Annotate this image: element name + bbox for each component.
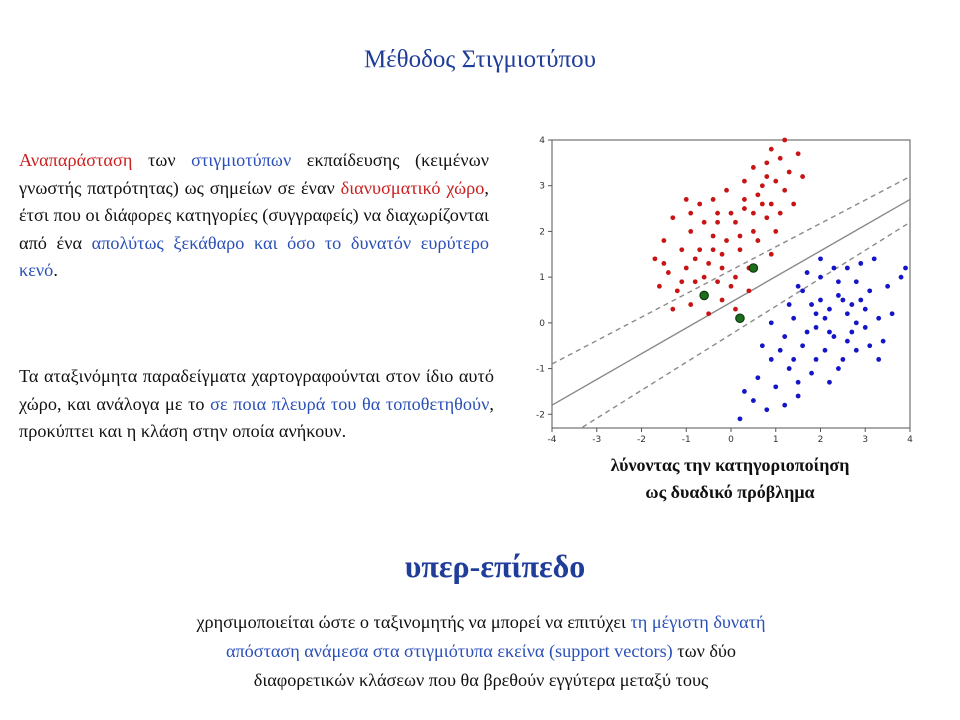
- class-red-point: [769, 147, 774, 152]
- class-red-point: [800, 174, 805, 179]
- class-blue-point: [832, 266, 837, 271]
- class-blue-point: [867, 288, 872, 293]
- caption-line-2: ως δυαδικό πρόβλημα: [645, 482, 815, 502]
- class-red-point: [733, 220, 738, 225]
- class-blue-point: [858, 298, 863, 303]
- class-blue-point: [849, 330, 854, 335]
- class-blue-point: [814, 325, 819, 330]
- class-blue-point: [823, 316, 828, 321]
- class-blue-point: [742, 389, 747, 394]
- class-red-point: [702, 220, 707, 225]
- class-blue-point: [854, 320, 859, 325]
- class-blue-point: [805, 270, 810, 275]
- class-red-point: [747, 288, 752, 293]
- class-blue-point: [903, 266, 908, 271]
- class-blue-point: [814, 357, 819, 362]
- class-red-point: [670, 307, 675, 312]
- class-blue-point: [854, 348, 859, 353]
- support-vectors-point: [736, 314, 744, 322]
- class-blue-point: [885, 284, 890, 289]
- class-red-point: [661, 238, 666, 243]
- class-blue-point: [854, 279, 859, 284]
- text-segment: τη μέγιστη δυνατή: [630, 612, 766, 632]
- x-tick-label: 2: [817, 435, 824, 445]
- class-blue-point: [814, 311, 819, 316]
- class-blue-point: [823, 348, 828, 353]
- class-blue-point: [899, 275, 904, 280]
- text-segment: απολύτως ξεκάθαρο και όσο το δυνατόν ευρύτερο κενό: [19, 232, 489, 280]
- class-red-point: [697, 247, 702, 252]
- class-blue-point: [858, 261, 863, 266]
- x-tick-label: 1: [772, 435, 779, 445]
- class-red-point: [769, 252, 774, 257]
- class-red-point: [769, 202, 774, 207]
- text-segment: Τα αταξινόμητα παραδείγματα χαρτογραφούνται στον ίδιο αυτό χώρο, και ανάλογα με το: [19, 366, 494, 414]
- class-red-point: [778, 156, 783, 161]
- class-blue-point: [840, 357, 845, 362]
- class-red-point: [724, 188, 729, 193]
- class-blue-point: [832, 334, 837, 339]
- description-line: [0, 666, 960, 695]
- text-segment: απόσταση ανάμεσα στα στιγμιότυπα εκείνα (support vectors): [225, 641, 673, 661]
- hyperplane-description: [0, 608, 960, 695]
- class-blue-point: [840, 298, 845, 303]
- class-blue-point: [800, 343, 805, 348]
- class-blue-point: [738, 416, 743, 421]
- class-blue-point: [876, 357, 881, 362]
- y-tick-label: 4: [539, 136, 545, 146]
- class-blue-point: [818, 275, 823, 280]
- class-red-point: [706, 311, 711, 316]
- class-red-point: [711, 247, 716, 252]
- class-red-point: [679, 247, 684, 252]
- class-red-point: [742, 179, 747, 184]
- class-blue-point: [764, 407, 769, 412]
- class-blue-point: [849, 302, 854, 307]
- class-blue-point: [755, 375, 760, 380]
- class-blue-point: [818, 256, 823, 261]
- description-line: [0, 637, 960, 666]
- class-red-point: [787, 170, 792, 175]
- class-red-point: [702, 275, 707, 280]
- class-blue-point: [760, 343, 765, 348]
- class-red-point: [684, 266, 689, 271]
- class-red-point: [711, 234, 716, 239]
- class-blue-point: [836, 366, 841, 371]
- class-red-point: [782, 188, 787, 193]
- class-blue-point: [881, 339, 886, 344]
- x-tick-label: -3: [592, 435, 602, 445]
- class-red-point: [697, 202, 702, 207]
- class-red-point: [782, 138, 787, 143]
- y-tick-label: 1: [539, 273, 545, 284]
- class-blue-point: [809, 371, 814, 376]
- class-red-point: [755, 192, 760, 197]
- class-red-point: [679, 279, 684, 284]
- class-blue-point: [867, 343, 872, 348]
- text-segment: σε ποια πλευρά του θα τοποθετηθούν: [210, 393, 490, 414]
- class-blue-point: [827, 307, 832, 312]
- class-red-point: [751, 229, 756, 234]
- class-blue-point: [836, 293, 841, 298]
- class-red-point: [724, 238, 729, 243]
- class-red-point: [653, 256, 658, 261]
- class-blue-point: [769, 357, 774, 362]
- class-blue-point: [787, 302, 792, 307]
- text-segment: Αναπαράσταση: [19, 150, 133, 170]
- support-vectors-point: [749, 264, 757, 272]
- text-segment: των δύο: [672, 641, 737, 661]
- class-red-point: [720, 252, 725, 257]
- class-red-point: [751, 211, 756, 216]
- class-red-point: [729, 284, 734, 289]
- class-red-point: [764, 174, 769, 179]
- class-blue-point: [818, 298, 823, 303]
- caption-line-1: λύνοντας την κατηγοριοποίηση: [610, 455, 850, 475]
- class-red-point: [661, 261, 666, 266]
- class-blue-point: [876, 316, 881, 321]
- class-blue-point: [827, 380, 832, 385]
- class-red-point: [729, 211, 734, 216]
- class-red-point: [751, 165, 756, 170]
- class-red-point: [657, 284, 662, 289]
- class-blue-point: [863, 325, 868, 330]
- x-tick-label: 4: [907, 435, 913, 445]
- class-blue-point: [782, 334, 787, 339]
- class-red-point: [773, 229, 778, 234]
- class-red-point: [715, 211, 720, 216]
- class-red-point: [675, 288, 680, 293]
- text-segment: διανυσματικό χώρο: [340, 177, 485, 198]
- y-tick-label: 0: [539, 318, 545, 329]
- class-red-point: [742, 197, 747, 202]
- x-tick-label: -4: [547, 435, 557, 445]
- paragraph-classification: [19, 363, 494, 446]
- class-blue-point: [845, 311, 850, 316]
- class-blue-point: [809, 302, 814, 307]
- class-blue-point: [827, 330, 832, 335]
- text-segment: εκπαίδευσης (κειμένων γνωστής πατρότητας) ως σημείων σε έναν: [19, 150, 489, 198]
- y-tick-label: -2: [536, 410, 545, 421]
- hyperplane-heading: υπερ-επίπεδο: [404, 548, 586, 584]
- class-red-point: [693, 256, 698, 261]
- class-blue-point: [845, 266, 850, 271]
- class-blue-point: [769, 320, 774, 325]
- y-tick-label: -1: [536, 364, 545, 375]
- class-red-point: [764, 215, 769, 220]
- class-blue-point: [805, 330, 810, 335]
- text-segment: , έτσι που οι διάφορες κατηγορίες (συγγραφείς) να διαχωρίζονται από ένα: [19, 177, 489, 253]
- class-red-point: [733, 307, 738, 312]
- x-tick-label: -2: [637, 435, 646, 445]
- class-red-point: [688, 229, 693, 234]
- text-segment: διαφορετικών κλάσεων που θα βρεθούν εγγύτερα μεταξύ τους: [253, 670, 709, 690]
- class-red-point: [755, 238, 760, 243]
- text-segment: , προκύπτει και η κλάση στην οποία ανήκουν.: [19, 393, 494, 441]
- class-blue-point: [800, 288, 805, 293]
- text-segment: στιγμιοτύπων: [191, 150, 292, 170]
- class-red-point: [688, 302, 693, 307]
- class-blue-point: [836, 279, 841, 284]
- class-blue-point: [751, 398, 756, 403]
- class-red-point: [791, 202, 796, 207]
- class-blue-point: [845, 339, 850, 344]
- class-red-point: [666, 270, 671, 275]
- class-red-point: [738, 247, 743, 252]
- description-line: [0, 608, 960, 637]
- class-red-point: [764, 160, 769, 165]
- class-blue-point: [782, 403, 787, 408]
- class-red-point: [693, 279, 698, 284]
- class-red-point: [742, 206, 747, 211]
- class-blue-point: [778, 348, 783, 353]
- x-tick-label: 3: [862, 435, 869, 445]
- class-red-point: [760, 202, 765, 207]
- class-red-point: [778, 211, 783, 216]
- class-red-point: [715, 279, 720, 284]
- class-red-point: [760, 183, 765, 188]
- chart-caption: [540, 452, 920, 506]
- class-blue-point: [796, 394, 801, 399]
- paragraph-representation: [19, 147, 489, 285]
- class-blue-point: [872, 256, 877, 261]
- class-blue-point: [791, 316, 796, 321]
- class-red-point: [738, 234, 743, 239]
- class-red-point: [670, 215, 675, 220]
- y-tick-label: 3: [539, 181, 545, 192]
- slide-title: Μέθοδος Στιγμιοτύπου: [363, 46, 597, 73]
- class-blue-point: [796, 284, 801, 289]
- text-segment: των: [132, 150, 192, 170]
- class-red-point: [711, 197, 716, 202]
- x-tick-label: -1: [681, 435, 691, 445]
- class-blue-point: [863, 307, 868, 312]
- class-red-point: [773, 179, 778, 184]
- class-red-point: [688, 211, 693, 216]
- y-tick-label: 2: [539, 227, 545, 238]
- text-segment: .: [53, 260, 58, 280]
- class-red-point: [720, 298, 725, 303]
- class-red-point: [684, 197, 689, 202]
- class-red-point: [706, 261, 711, 266]
- svm-scatter-chart: [530, 134, 928, 446]
- class-blue-point: [796, 380, 801, 385]
- class-red-point: [715, 220, 720, 225]
- class-red-point: [720, 266, 725, 271]
- class-blue-point: [787, 366, 792, 371]
- support-vectors-point: [700, 291, 708, 299]
- class-blue-point: [791, 357, 796, 362]
- text-segment: χρησιμοποιείται ώστε ο ταξινομητής να μπορεί να επιτύχει: [196, 612, 631, 632]
- class-red-point: [796, 151, 801, 156]
- class-red-point: [733, 275, 738, 280]
- x-tick-label: 0: [728, 435, 734, 445]
- class-blue-point: [773, 384, 778, 389]
- class-blue-point: [890, 311, 895, 316]
